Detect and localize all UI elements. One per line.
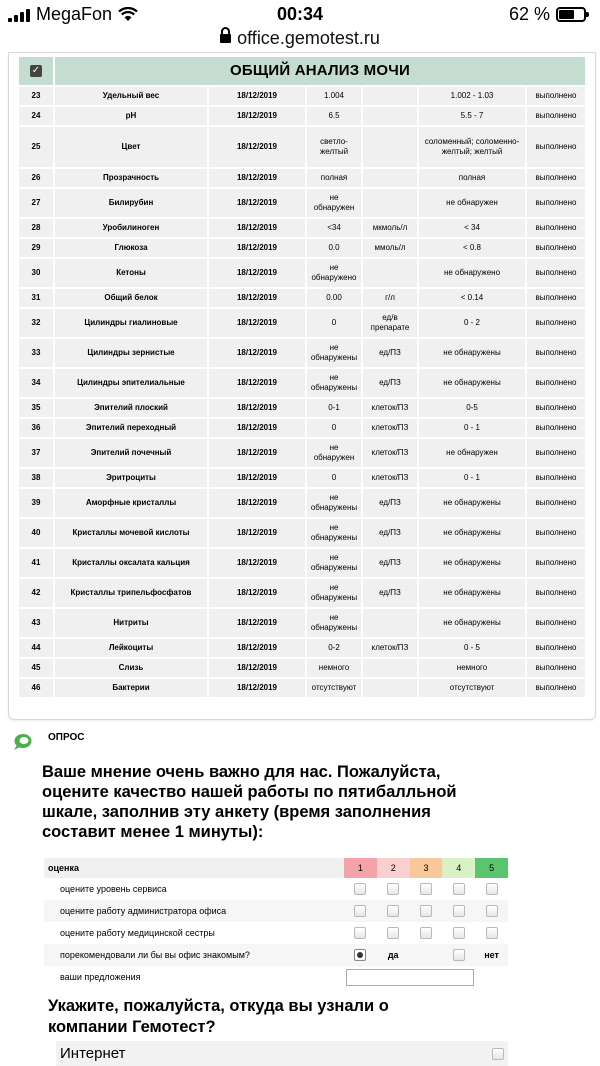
result-status: выполнено: [527, 659, 587, 679]
row-number: 44: [19, 639, 55, 659]
result-row: [19, 369, 587, 399]
result-status: выполнено: [527, 189, 587, 219]
result-unit: [363, 659, 419, 679]
rating-checkbox[interactable]: [486, 927, 498, 939]
result-row: [19, 419, 587, 439]
result-value: не обнаружены: [307, 579, 363, 609]
rating-checkbox[interactable]: [486, 883, 498, 895]
row-number: 26: [19, 169, 55, 189]
results-panel: [8, 52, 596, 720]
scale-1: 1: [344, 858, 377, 878]
test-name: Эпителий плоский: [55, 399, 209, 419]
result-status: выполнено: [527, 549, 587, 579]
row-number: 30: [19, 259, 55, 289]
result-value: 0-2: [307, 639, 363, 659]
result-row: [19, 339, 587, 369]
test-date: 18/12/2019: [209, 519, 307, 549]
reference-range: соломенный; соломенно-желтый; желтый: [419, 127, 527, 169]
result-unit: ед/ПЗ: [363, 339, 419, 369]
rating-checkbox[interactable]: [420, 905, 432, 917]
test-name: Общий белок: [55, 289, 209, 309]
suggestions-input[interactable]: [346, 969, 474, 986]
test-name: Кристаллы оксалата кальция: [55, 549, 209, 579]
recommend-row: [44, 944, 508, 966]
test-name: Лейкоциты: [55, 639, 209, 659]
result-row: [19, 289, 587, 309]
reference-range: не обнаружены: [419, 519, 527, 549]
test-date: 18/12/2019: [209, 189, 307, 219]
url-text: office.gemotest.ru: [237, 28, 380, 48]
source-option-internet[interactable]: [56, 1041, 508, 1066]
test-name: Цилиндры эпителиальные: [55, 369, 209, 399]
result-row: [19, 107, 587, 127]
row-number: 46: [19, 679, 55, 699]
reference-range: не обнаружены: [419, 609, 527, 639]
reference-range: отсутствуют: [419, 679, 527, 699]
recommend-yes-radio[interactable]: [354, 949, 366, 961]
rating-header-row: [44, 858, 508, 878]
result-status: выполнено: [527, 169, 587, 189]
test-name: Бактерии: [55, 679, 209, 699]
result-row: [19, 549, 587, 579]
reference-range: не обнаружены: [419, 489, 527, 519]
result-value: не обнаружены: [307, 339, 363, 369]
result-value: немного: [307, 659, 363, 679]
clock: 00:34: [276, 4, 324, 24]
test-date: 18/12/2019: [209, 169, 307, 189]
result-row: [19, 127, 587, 169]
result-unit: клеток/ПЗ: [363, 469, 419, 489]
result-unit: г/л: [363, 289, 419, 309]
result-status: выполнено: [527, 399, 587, 419]
result-row: [19, 469, 587, 489]
result-unit: ед/в препарате: [363, 309, 419, 339]
row-number: 35: [19, 399, 55, 419]
result-row: [19, 189, 587, 219]
row-number: 38: [19, 469, 55, 489]
row-number: 28: [19, 219, 55, 239]
rating-checkbox[interactable]: [354, 927, 366, 939]
rating-checkbox[interactable]: [354, 905, 366, 917]
rating-checkbox[interactable]: [387, 905, 399, 917]
recommend-no-label: нет: [484, 950, 499, 960]
reference-range: не обнаружено: [419, 259, 527, 289]
result-status: выполнено: [527, 87, 587, 107]
result-unit: [363, 127, 419, 169]
test-name: Цвет: [55, 127, 209, 169]
rating-checkbox[interactable]: [453, 883, 465, 895]
test-date: 18/12/2019: [209, 219, 307, 239]
row-number: 29: [19, 239, 55, 259]
result-unit: клеток/ПЗ: [363, 639, 419, 659]
result-unit: [363, 169, 419, 189]
test-date: 18/12/2019: [209, 419, 307, 439]
result-row: [19, 489, 587, 519]
rating-row-admin: [44, 900, 508, 922]
test-date: 18/12/2019: [209, 609, 307, 639]
select-all-cell[interactable]: [19, 57, 55, 87]
row-number: 41: [19, 549, 55, 579]
test-name: Кетоны: [55, 259, 209, 289]
reference-range: 1.002 - 1.03: [419, 87, 527, 107]
row-number: 32: [19, 309, 55, 339]
result-value: не обнаружен: [307, 189, 363, 219]
test-name: Эпителий переходный: [55, 419, 209, 439]
test-name: Прозрачность: [55, 169, 209, 189]
result-unit: ед/ПЗ: [363, 369, 419, 399]
result-unit: клеток/ПЗ: [363, 439, 419, 469]
rating-checkbox[interactable]: [387, 927, 399, 939]
result-unit: клеток/ПЗ: [363, 419, 419, 439]
scale-2: 2: [377, 858, 410, 878]
reference-range: 0-5: [419, 399, 527, 419]
reference-range: 0 - 2: [419, 309, 527, 339]
test-date: 18/12/2019: [209, 369, 307, 399]
test-date: 18/12/2019: [209, 339, 307, 369]
survey-logo-icon: [12, 733, 32, 751]
results-table: [19, 57, 587, 699]
reference-range: < 34: [419, 219, 527, 239]
test-date: 18/12/2019: [209, 679, 307, 699]
result-row: [19, 259, 587, 289]
result-status: выполнено: [527, 339, 587, 369]
suggestions-label: ваши предложения: [60, 972, 141, 982]
reference-range: 0 - 1: [419, 419, 527, 439]
rating-header-label: оценка: [48, 863, 79, 873]
result-value: не обнаружены: [307, 519, 363, 549]
row-number: 24: [19, 107, 55, 127]
result-status: выполнено: [527, 679, 587, 699]
result-unit: [363, 107, 419, 127]
rating-checkbox[interactable]: [354, 883, 366, 895]
result-unit: ед/ПЗ: [363, 519, 419, 549]
result-value: 0.0: [307, 239, 363, 259]
result-value: 0: [307, 469, 363, 489]
result-row: [19, 439, 587, 469]
result-value: не обнаружены: [307, 489, 363, 519]
test-date: 18/12/2019: [209, 639, 307, 659]
result-status: выполнено: [527, 609, 587, 639]
scale-4: 4: [442, 858, 475, 878]
test-date: 18/12/2019: [209, 289, 307, 309]
test-date: 18/12/2019: [209, 87, 307, 107]
result-unit: [363, 609, 419, 639]
result-status: выполнено: [527, 469, 587, 489]
rating-checkbox[interactable]: [486, 905, 498, 917]
rating-row-service: [44, 878, 508, 900]
row-number: 34: [19, 369, 55, 399]
test-date: 18/12/2019: [209, 579, 307, 609]
test-date: 18/12/2019: [209, 259, 307, 289]
recommend-question: порекомендовали ли бы вы офис знакомым?: [60, 950, 250, 960]
test-name: Кристаллы трипельфосфатов: [55, 579, 209, 609]
result-value: не обнаружены: [307, 549, 363, 579]
source-question: Укажите, пожалуйста, откуда вы узнали о компании Гемотест?: [48, 997, 389, 1036]
result-status: выполнено: [527, 259, 587, 289]
carrier-name: MegaFon: [36, 4, 113, 24]
test-name: Аморфные кристаллы: [55, 489, 209, 519]
result-unit: [363, 679, 419, 699]
test-name: Цилиндры гиалиновые: [55, 309, 209, 339]
recommend-no-radio[interactable]: [453, 949, 465, 961]
result-status: выполнено: [527, 639, 587, 659]
rating-checkbox[interactable]: [453, 927, 465, 939]
result-value: 0: [307, 419, 363, 439]
reference-range: 0 - 5: [419, 639, 527, 659]
reference-range: не обнаружен: [419, 189, 527, 219]
result-status: выполнено: [527, 579, 587, 609]
scale-3: 3: [410, 858, 443, 878]
result-row: [19, 87, 587, 107]
test-date: 18/12/2019: [209, 107, 307, 127]
test-date: 18/12/2019: [209, 549, 307, 579]
row-number: 33: [19, 339, 55, 369]
question-label: оцените работу администратора офиса: [60, 906, 227, 916]
test-date: 18/12/2019: [209, 469, 307, 489]
rating-row-nurse: [44, 922, 508, 944]
row-number: 36: [19, 419, 55, 439]
reference-range: < 0.14: [419, 289, 527, 309]
address-bar[interactable]: [0, 28, 600, 54]
result-value: не обнаружены: [307, 609, 363, 639]
result-row: [19, 639, 587, 659]
result-row: [19, 219, 587, 239]
result-value: <34: [307, 219, 363, 239]
test-date: 18/12/2019: [209, 399, 307, 419]
question-label: оцените работу медицинской сестры: [60, 928, 215, 938]
result-unit: мкмоль/л: [363, 219, 419, 239]
battery-percent: 62 %: [508, 4, 550, 24]
result-value: 0-1: [307, 399, 363, 419]
result-value: 6.5: [307, 107, 363, 127]
test-date: 18/12/2019: [209, 309, 307, 339]
test-name: Эпителий почечный: [55, 439, 209, 469]
result-row: [19, 169, 587, 189]
row-number: 25: [19, 127, 55, 169]
test-name: Уробилиноген: [55, 219, 209, 239]
source-option-checkbox[interactable]: [492, 1048, 504, 1060]
status-bar: [0, 0, 600, 30]
result-status: выполнено: [527, 439, 587, 469]
rating-checkbox[interactable]: [420, 927, 432, 939]
reference-range: немного: [419, 659, 527, 679]
result-row: [19, 659, 587, 679]
test-name: Цилиндры зернистые: [55, 339, 209, 369]
result-value: 1.004: [307, 87, 363, 107]
reference-range: 5.5 - 7: [419, 107, 527, 127]
test-name: Глюкоза: [55, 239, 209, 259]
test-date: 18/12/2019: [209, 489, 307, 519]
test-name: Кристаллы мочевой кислоты: [55, 519, 209, 549]
test-date: 18/12/2019: [209, 439, 307, 469]
result-value: отсутствуют: [307, 679, 363, 699]
rating-checkbox[interactable]: [387, 883, 399, 895]
result-unit: [363, 189, 419, 219]
panel-title: ОБЩИЙ АНАЛИЗ МОЧИ: [55, 57, 587, 87]
test-name: Нитриты: [55, 609, 209, 639]
row-number: 37: [19, 439, 55, 469]
rating-checkbox[interactable]: [420, 883, 432, 895]
test-name: Билирубин: [55, 189, 209, 219]
row-number: 43: [19, 609, 55, 639]
row-number: 42: [19, 579, 55, 609]
scale-5: 5: [475, 858, 508, 878]
reference-range: < 0.8: [419, 239, 527, 259]
row-number: 45: [19, 659, 55, 679]
result-status: выполнено: [527, 127, 587, 169]
test-name: Эритроциты: [55, 469, 209, 489]
survey-label: ОПРОС: [48, 732, 85, 743]
test-name: pH: [55, 107, 209, 127]
select-all-checkbox[interactable]: ✓: [31, 65, 41, 76]
reference-range: не обнаружены: [419, 339, 527, 369]
lock-icon: [220, 34, 231, 43]
suggestions-row: [44, 966, 508, 988]
result-status: выполнено: [527, 107, 587, 127]
reference-range: полная: [419, 169, 527, 189]
result-row: [19, 239, 587, 259]
result-row: [19, 519, 587, 549]
reference-range: не обнаружены: [419, 579, 527, 609]
result-row: [19, 399, 587, 419]
result-value: 0: [307, 309, 363, 339]
battery-icon: [556, 7, 586, 22]
reference-range: 0 - 1: [419, 469, 527, 489]
survey-intro: Ваше мнение очень важно для нас. Пожалуйста, оцените качество нашей работы по пятибалльной шкале, заполнив эту анкету (время заполнения составит менее 1 минуты):: [42, 763, 457, 841]
test-date: 18/12/2019: [209, 239, 307, 259]
result-row: [19, 609, 587, 639]
battery-status: [509, 4, 586, 25]
reference-range: не обнаружены: [419, 369, 527, 399]
result-value: не обнаружены: [307, 369, 363, 399]
row-number: 27: [19, 189, 55, 219]
result-value: не обнаружено: [307, 259, 363, 289]
test-name: Удельный вес: [55, 87, 209, 107]
result-status: выполнено: [527, 419, 587, 439]
result-unit: ед/ПЗ: [363, 579, 419, 609]
result-unit: ммоль/л: [363, 239, 419, 259]
recommend-yes-label: да: [387, 950, 399, 960]
result-status: выполнено: [527, 239, 587, 259]
row-number: 39: [19, 489, 55, 519]
reference-range: не обнаружены: [419, 549, 527, 579]
result-status: выполнено: [527, 219, 587, 239]
result-unit: клеток/ПЗ: [363, 399, 419, 419]
question-label: оцените уровень сервиса: [60, 884, 167, 894]
result-status: выполнено: [527, 519, 587, 549]
rating-checkbox[interactable]: [453, 905, 465, 917]
result-value: светло-желтый: [307, 127, 363, 169]
source-option-label: Интернет: [60, 1045, 126, 1062]
result-status: выполнено: [527, 309, 587, 339]
row-number: 40: [19, 519, 55, 549]
test-date: 18/12/2019: [209, 659, 307, 679]
result-unit: ед/ПЗ: [363, 489, 419, 519]
result-value: полная: [307, 169, 363, 189]
result-status: выполнено: [527, 489, 587, 519]
result-unit: [363, 259, 419, 289]
reference-range: не обнаружен: [419, 439, 527, 469]
result-row: [19, 309, 587, 339]
result-unit: [363, 87, 419, 107]
results-header: [19, 57, 587, 87]
result-value: не обнаружен: [307, 439, 363, 469]
result-unit: ед/ПЗ: [363, 549, 419, 579]
test-date: 18/12/2019: [209, 127, 307, 169]
result-row: [19, 579, 587, 609]
result-status: выполнено: [527, 289, 587, 309]
rating-form: [44, 858, 508, 988]
result-row: [19, 679, 587, 699]
row-number: 23: [19, 87, 55, 107]
result-status: выполнено: [527, 369, 587, 399]
test-name: Слизь: [55, 659, 209, 679]
row-number: 31: [19, 289, 55, 309]
result-value: 0.00: [307, 289, 363, 309]
